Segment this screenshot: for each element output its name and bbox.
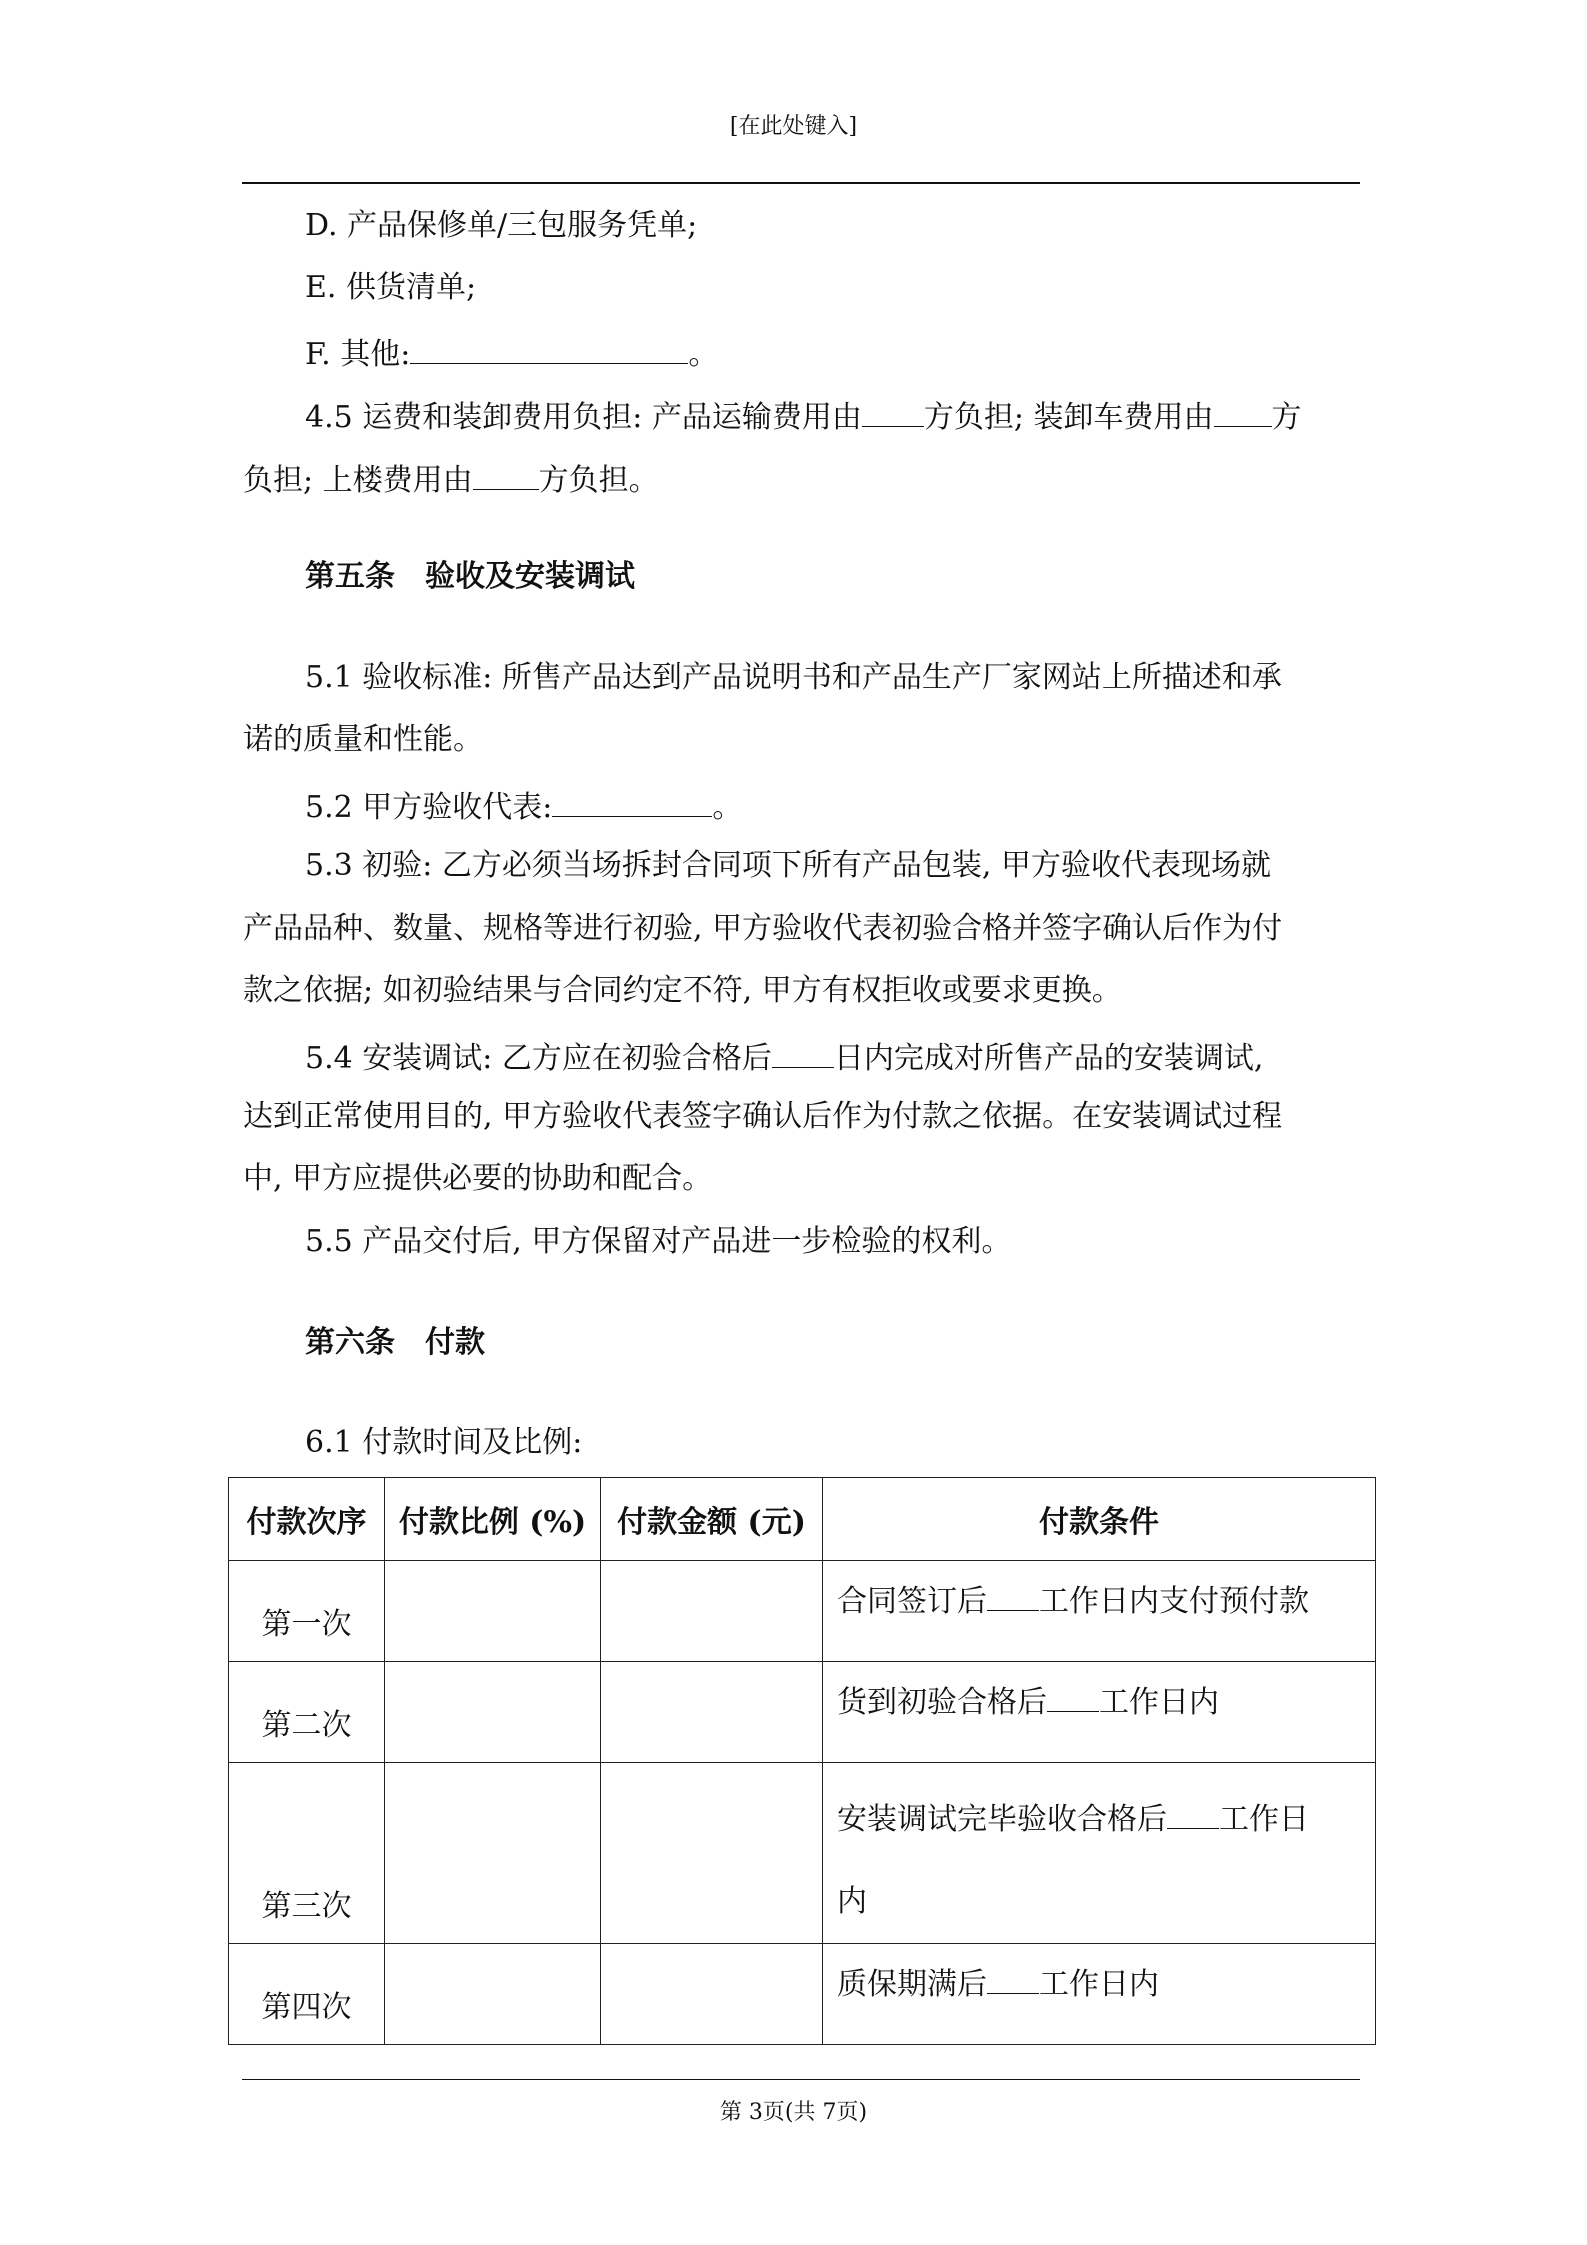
amount-cell xyxy=(601,1944,823,2045)
header-ratio: 付款比例 (%) xyxy=(385,1478,601,1561)
condition-text: 工作日内 xyxy=(1039,1967,1159,2002)
table-row xyxy=(229,1944,1376,2045)
item-f xyxy=(305,329,718,376)
clause-6-1: 6.1 付款时间及比例: xyxy=(305,1425,583,1460)
amount-cell xyxy=(601,1662,823,1763)
table-row xyxy=(229,1763,1376,1944)
order-cell: 第二次 xyxy=(229,1662,385,1763)
clause-5-1-line2: 诺的质量和性能。 xyxy=(243,722,483,757)
blank-field xyxy=(772,1033,834,1068)
condition-cell xyxy=(823,1763,1376,1944)
condition-cell xyxy=(823,1561,1376,1662)
page-header: [在此处键入] xyxy=(729,114,858,139)
header-rule xyxy=(242,182,1360,184)
order-cell: 第四次 xyxy=(229,1944,385,2045)
header-amount: 付款金额 (元) xyxy=(601,1478,823,1561)
clause-5-5: 5.5 产品交付后, 甲方保留对产品进一步检验的权利。 xyxy=(305,1224,1012,1259)
blank-field xyxy=(1047,1677,1099,1712)
item-e: E. 供货清单; xyxy=(305,270,477,305)
payment-table xyxy=(228,1477,1376,2045)
clause-5-2-text: 5.2 甲方验收代表: xyxy=(305,790,553,825)
blank-field xyxy=(862,392,924,427)
blank-field xyxy=(473,455,539,490)
ratio-cell xyxy=(385,1662,601,1763)
condition-text: 工作日内 xyxy=(1099,1685,1219,1720)
condition-text: 内 xyxy=(837,1884,867,1919)
blank-field xyxy=(1167,1794,1219,1829)
table-row xyxy=(229,1662,1376,1763)
blank-field xyxy=(1214,392,1272,427)
clause-4-5-text: 负担; 上楼费用由 xyxy=(243,463,473,498)
order-cell: 第三次 xyxy=(229,1763,385,1944)
footer-rule xyxy=(242,2079,1360,2080)
ratio-cell xyxy=(385,1944,601,2045)
blank-field xyxy=(552,782,712,817)
table-row xyxy=(229,1561,1376,1662)
clause-5-4-text: 5.4 安装调试: 乙方应在初验合格后 xyxy=(305,1041,772,1076)
header-order: 付款次序 xyxy=(229,1478,385,1561)
ratio-cell xyxy=(385,1763,601,1944)
clause-5-1-line1: 5.1 验收标准: 所售产品达到产品说明书和产品生产厂家网站上所描述和承 xyxy=(305,660,1282,695)
item-f-label: F. 其他: xyxy=(305,337,411,372)
condition-cell xyxy=(823,1662,1376,1763)
condition-text: 质保期满后 xyxy=(837,1967,987,2002)
ratio-cell xyxy=(385,1561,601,1662)
clause-4-5-text: 方负担。 xyxy=(538,463,659,498)
clause-4-5-text: 方 xyxy=(1271,400,1302,435)
clause-5-3-line1: 5.3 初验: 乙方必须当场拆封合同项下所有产品包装, 甲方验收代表现场就 xyxy=(305,848,1271,883)
condition-text: 安装调试完毕验收合格后 xyxy=(837,1802,1167,1837)
clause-5-3-line2: 产品品种、数量、规格等进行初验, 甲方验收代表初验合格并签字确认后作为付 xyxy=(243,911,1283,946)
clause-5-2 xyxy=(305,782,742,829)
item-d: D. 产品保修单/三包服务凭单; xyxy=(305,208,698,243)
table-header-row xyxy=(229,1478,1376,1561)
condition-text: 合同签订后 xyxy=(837,1584,987,1619)
amount-cell xyxy=(601,1561,823,1662)
blank-field xyxy=(987,1959,1039,1994)
condition-cell xyxy=(823,1944,1376,2045)
header-condition: 付款条件 xyxy=(823,1478,1376,1561)
clause-5-4-line3: 中, 甲方应提供必要的协助和配合。 xyxy=(243,1161,713,1196)
order-cell: 第一次 xyxy=(229,1561,385,1662)
clause-5-4-text: 日内完成对所售产品的安装调试, xyxy=(833,1041,1264,1076)
page-footer: 第 3页(共 7页) xyxy=(719,2100,868,2125)
condition-text: 工作日 xyxy=(1219,1802,1309,1837)
clause-4-5-line2 xyxy=(243,455,659,502)
blank-field xyxy=(987,1576,1039,1611)
clause-4-5-line1 xyxy=(305,392,1302,439)
blank-field xyxy=(410,329,688,364)
article-5-heading: 第五条 验收及安装调试 xyxy=(305,559,635,594)
clause-5-4-line2: 达到正常使用目的, 甲方验收代表签字确认后作为付款之依据。在安装调试过程 xyxy=(243,1099,1283,1134)
amount-cell xyxy=(601,1763,823,1944)
clause-5-3-line3: 款之依据; 如初验结果与合同约定不符, 甲方有权拒收或要求更换。 xyxy=(243,973,1122,1008)
condition-text: 货到初验合格后 xyxy=(837,1685,1047,1720)
condition-text: 工作日内支付预付款 xyxy=(1039,1584,1309,1619)
clause-5-4-line1 xyxy=(305,1033,1263,1080)
clause-4-5-text: 方负担; 装卸车费用由 xyxy=(923,400,1214,435)
clause-5-2-end: 。 xyxy=(712,790,743,825)
clause-4-5-text: 4.5 运费和装卸费用负担: 产品运输费用由 xyxy=(305,400,862,435)
item-f-end: 。 xyxy=(688,337,719,372)
article-6-heading: 第六条 付款 xyxy=(305,1325,485,1360)
